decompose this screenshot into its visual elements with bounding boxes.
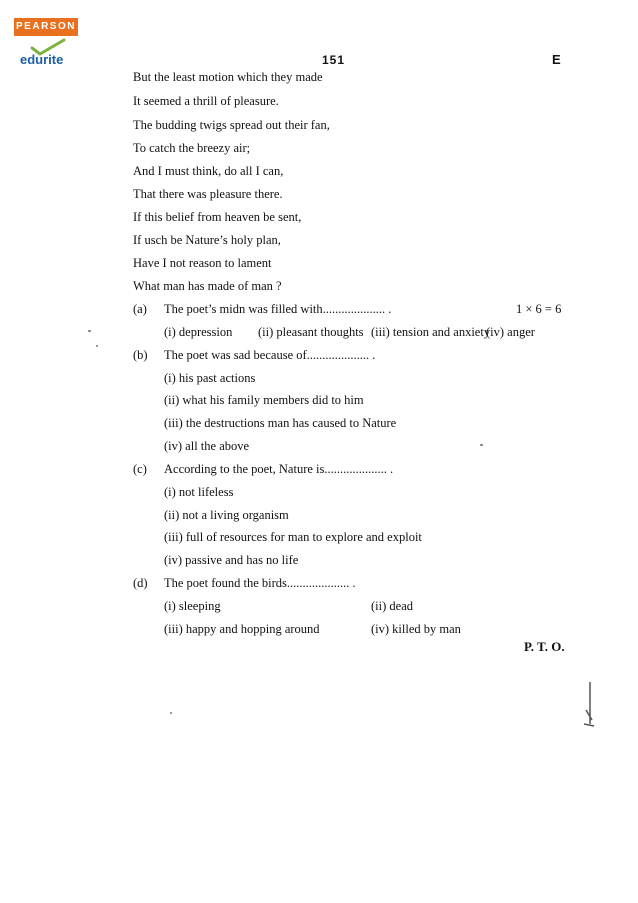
poem-line: Have I not reason to lament [133,256,272,270]
option: (iii) tension and anxiety [371,325,491,339]
scan-speck [96,345,98,347]
poem-line: But the least motion which they made [133,70,323,84]
option: (i) his past actions [164,371,256,385]
poem-line: That there was pleasure there. [133,187,283,201]
option: (iii) full of resources for man to explore and exploit [164,530,422,544]
option: (iii) happy and hopping around [164,622,320,636]
poem-line: If usch be Nature’s holy plan, [133,233,281,247]
option: (ii) dead [371,599,413,613]
option: (ii) pleasant thoughts [258,325,364,339]
question-label: (c) [133,462,147,476]
option: (i) not lifeless [164,485,234,499]
publisher-logo: PEARSON [14,18,78,36]
question-text: The poet was sad because of.................... . [164,348,376,362]
poem-line: It seemed a thrill of pleasure. [133,94,279,108]
question-label: (b) [133,348,148,362]
poem-line: If this belief from heaven be sent, [133,210,302,224]
brand-logo: edurite [20,52,64,67]
option: (iv) killed by man [371,622,461,636]
option: (i) depression [164,325,233,339]
question-text: According to the poet, Nature is.................... . [164,462,394,476]
scan-mark [578,680,598,730]
option: (iv) anger [486,325,535,339]
option: (iv) all the above [164,439,250,453]
scan-speck [170,712,172,714]
page-turn-note: P. T. O. [524,639,565,654]
scan-speck [88,330,91,332]
poem-line: And I must think, do all I can, [133,164,284,178]
scan-speck [480,444,483,446]
poem-line: To catch the breezy air; [133,141,251,155]
question-text: The poet found the birds.................... . [164,576,356,590]
question-label: (d) [133,576,148,590]
option: (iv) passive and has no life [164,553,299,567]
question-text: The poet’s midn was filled with.................... . [164,302,392,316]
poem-line: What man has made of man ? [133,279,282,293]
option: (iii) the destructions man has caused to Nature [164,416,397,430]
option: (ii) not a living organism [164,508,289,522]
poem-line: The budding twigs spread out their fan, [133,118,330,132]
option: (i) sleeping [164,599,221,613]
option: (ii) what his family members did to him [164,393,364,407]
question-label: (a) [133,302,147,316]
marks-allocation: 1 × 6 = 6 [516,302,562,316]
set-code: E [552,52,561,67]
page-number: 151 [322,53,346,67]
